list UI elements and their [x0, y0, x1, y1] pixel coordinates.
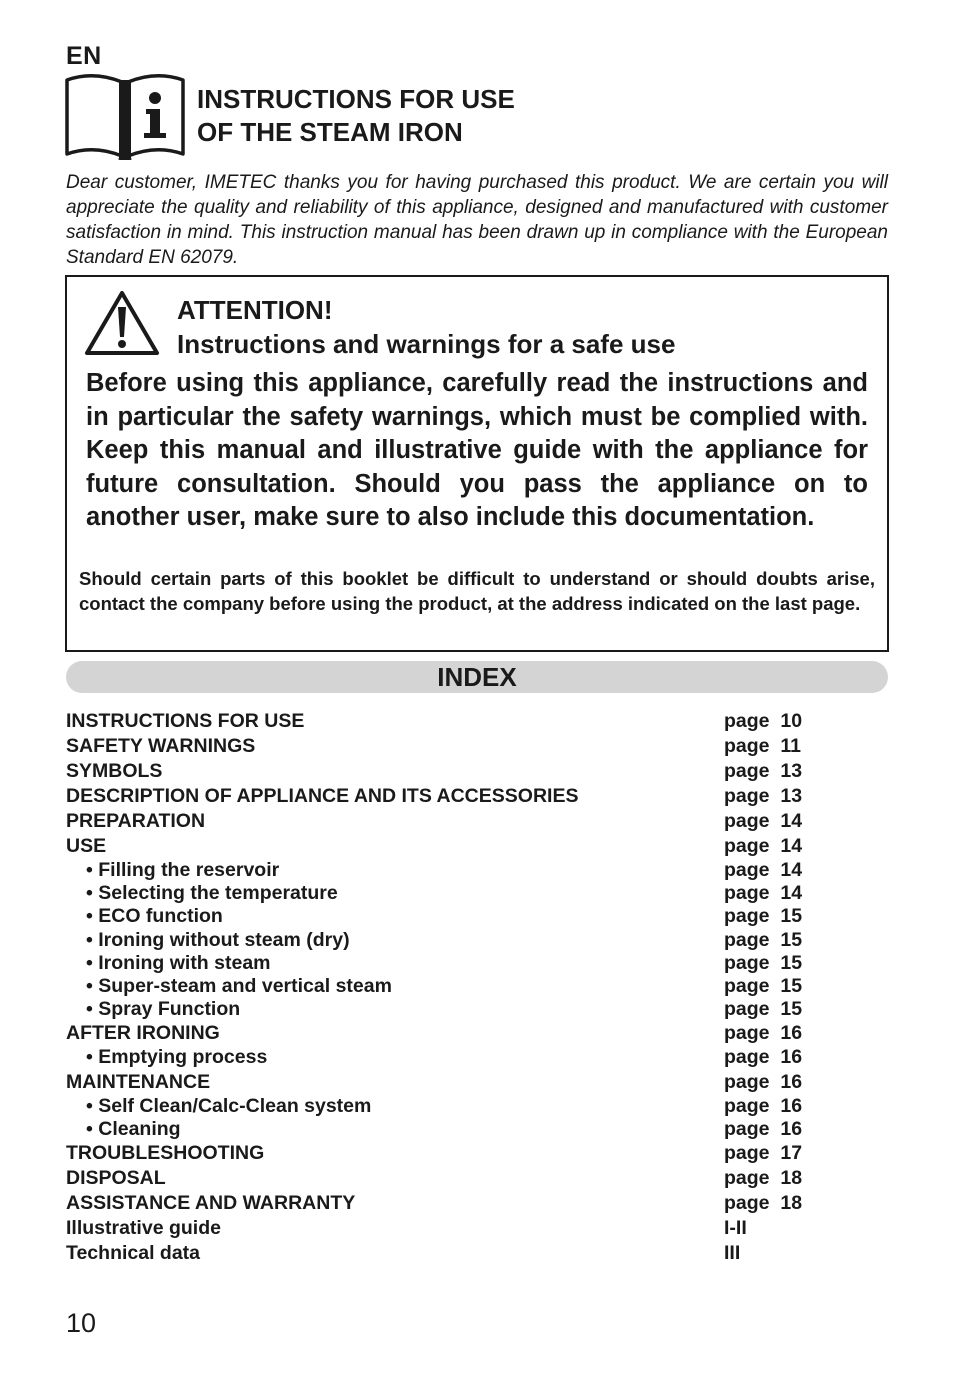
index-item — [66, 734, 826, 759]
index-item-label: • Ironing without steam (dry) — [86, 928, 350, 951]
index-item-label: Illustrative guide — [66, 1216, 221, 1239]
page-title — [197, 83, 515, 149]
index-item-label: • Filling the reservoir — [86, 859, 280, 881]
index-item — [66, 1141, 826, 1166]
index-subitem — [66, 952, 826, 975]
index-item-page: page 15 — [724, 928, 803, 951]
index-item-label: SYMBOLS — [66, 760, 163, 782]
warning-triangle-icon — [83, 289, 161, 357]
index-item — [66, 759, 826, 784]
index-item-page: page 17 — [724, 1141, 803, 1164]
index-item-page: page 11 — [724, 735, 801, 757]
index-item-label: MAINTENANCE — [66, 1070, 211, 1093]
index-item-label: • Super-steam and vertical steam — [86, 974, 392, 997]
index-item-label: • Spray Function — [86, 998, 241, 1021]
index-subitem — [66, 1095, 826, 1118]
intro-paragraph: Dear customer, IMETEC thanks you for having purchased this product. We are certain you will appreciate the quality and reliability of this appliance, designed and manufactured with customer satisfaction in mind. This instruction manual has been drawn up in compliance with the European Standard EN 62079. — [66, 172, 888, 268]
index-heading: INDEX — [66, 661, 888, 693]
index-item-page: page 16 — [724, 1046, 803, 1069]
index-item-label: • Emptying process — [86, 1046, 268, 1069]
title-line-1: INSTRUCTIONS FOR USE — [197, 84, 515, 114]
index-item-page: page 14 — [724, 882, 803, 905]
index-item — [66, 1166, 826, 1191]
index-item-page: page 14 — [724, 859, 803, 881]
page-number: 10 — [66, 1308, 97, 1338]
index-item-label: • Self Clean/Calc-Clean system — [86, 1094, 372, 1117]
language-code: EN — [66, 42, 102, 70]
index-item — [66, 784, 826, 809]
index-list — [66, 709, 826, 1266]
index-item-label: TROUBLESHOOTING — [66, 1141, 265, 1164]
index-item-page: III — [724, 1241, 741, 1264]
index-item-label: SAFETY WARNINGS — [66, 735, 256, 757]
index-item-label: DISPOSAL — [66, 1166, 166, 1189]
index-subitem — [66, 882, 826, 905]
index-item-page: page 15 — [724, 998, 803, 1021]
index-item-page: page 16 — [724, 1070, 803, 1093]
index-item — [66, 1021, 826, 1046]
index-item-page: page 18 — [724, 1166, 803, 1189]
index-item-label: INSTRUCTIONS FOR USE — [66, 710, 305, 732]
index-item-label: DESCRIPTION OF APPLIANCE AND ITS ACCESSORIES — [66, 785, 579, 807]
index-item-page: page 18 — [724, 1191, 803, 1214]
attention-heading — [177, 293, 675, 361]
index-item-page: I-II — [724, 1216, 747, 1239]
index-item-label: AFTER IRONING — [66, 1022, 220, 1045]
index-item-page: page 16 — [724, 1117, 803, 1140]
index-item-page: page 14 — [724, 835, 803, 857]
index-item — [66, 1216, 826, 1241]
index-item-page: page 15 — [724, 974, 803, 997]
index-item-label: • ECO function — [86, 905, 223, 928]
index-item-page: page 16 — [724, 1022, 803, 1045]
index-item-label: • Cleaning — [86, 1117, 181, 1140]
index-item-label: Technical data — [66, 1241, 201, 1264]
index-item — [66, 1241, 826, 1266]
index-item-page: page 10 — [724, 710, 803, 732]
index-item — [66, 1070, 826, 1095]
index-item-page: page 13 — [724, 785, 803, 807]
index-item — [66, 834, 826, 859]
info-book-icon — [64, 72, 186, 160]
index-item — [66, 1191, 826, 1216]
title-line-2: OF THE STEAM IRON — [197, 117, 463, 147]
index-item-label: PREPARATION — [66, 810, 206, 832]
index-subitem — [66, 998, 826, 1021]
index-item-page: page 15 — [724, 951, 803, 974]
index-item — [66, 809, 826, 834]
index-item — [66, 709, 826, 734]
index-item-page: page 13 — [724, 760, 803, 782]
index-subitem — [66, 905, 826, 928]
attention-note: Should certain parts of this booklet be difficult to understand or should doubts arise, contact the company before using the product, at the address indicated on the last page. — [79, 568, 875, 614]
index-subitem — [66, 975, 826, 998]
index-subitem — [66, 1046, 826, 1069]
index-subitem — [66, 1118, 826, 1141]
attention-title: ATTENTION! — [177, 295, 333, 325]
index-item-page: page 15 — [724, 905, 803, 928]
index-item-label: • Ironing with steam — [86, 951, 271, 974]
index-item-label: USE — [66, 835, 107, 857]
attention-body: Before using this appliance, carefully read the instructions and in particular the safety warnings, which must be complied with. Keep this manual and illustrative guide with the appliance for future consultation. Should you pass the appliance on to another user, make sure to also include this documentation. — [86, 369, 868, 531]
index-item-page: page 16 — [724, 1094, 803, 1117]
index-item-label: ASSISTANCE AND WARRANTY — [66, 1191, 356, 1214]
index-item-label: • Selecting the temperature — [86, 882, 338, 905]
index-subitem — [66, 929, 826, 952]
attention-subtitle: Instructions and warnings for a safe use — [177, 329, 676, 359]
index-item-page: page 14 — [724, 810, 803, 832]
index-subitem — [66, 859, 826, 882]
